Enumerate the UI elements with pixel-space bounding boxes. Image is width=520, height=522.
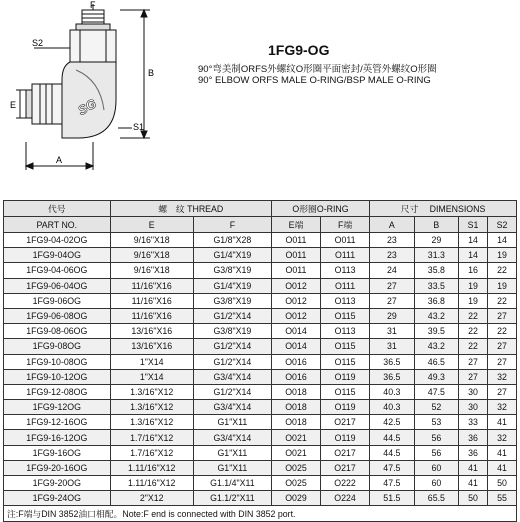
sub-header: S1 xyxy=(459,217,488,233)
table-cell: 31 xyxy=(370,324,415,339)
table-cell: 41 xyxy=(487,445,516,460)
table-cell: 27 xyxy=(487,339,516,354)
table-cell: G1/2"X14 xyxy=(193,339,271,354)
table-cell: 60 xyxy=(414,476,459,491)
table-cell: 41 xyxy=(459,460,488,475)
table-cell: G1.1/4"X11 xyxy=(193,476,271,491)
table-row xyxy=(4,233,517,248)
table-cell: G3/4"X14 xyxy=(193,400,271,415)
table-cell: 1.3/16"X12 xyxy=(110,400,193,415)
table-row xyxy=(4,248,517,263)
table-cell: 22 xyxy=(487,324,516,339)
table-cell: O119 xyxy=(321,369,370,384)
table-cell: O113 xyxy=(321,293,370,308)
table-cell: 1FG9-06OG xyxy=(4,293,111,308)
table-cell: 1FG9-10-12OG xyxy=(4,369,111,384)
table-cell: 27 xyxy=(370,278,415,293)
table-cell: O119 xyxy=(321,400,370,415)
table-cell: 1.3/16"X12 xyxy=(110,415,193,430)
table-cell: 22 xyxy=(487,263,516,278)
table-row xyxy=(4,308,517,323)
table-cell: 1FG9-04-06OG xyxy=(4,263,111,278)
sub-header: S2 xyxy=(487,217,516,233)
table-cell: O113 xyxy=(321,324,370,339)
label-s1: S1 xyxy=(133,122,145,132)
product-title: 1FG9-OG xyxy=(268,42,330,58)
table-cell: 16 xyxy=(459,263,488,278)
table-cell: O012 xyxy=(271,308,320,323)
table-row xyxy=(4,324,517,339)
table-cell: O119 xyxy=(321,430,370,445)
table-cell: 1.7/16"X12 xyxy=(110,445,193,460)
fitting-drawing xyxy=(0,0,200,195)
table-cell: G1/2"X14 xyxy=(193,384,271,399)
table-cell: 24 xyxy=(370,263,415,278)
table-cell: 32 xyxy=(487,400,516,415)
table-row xyxy=(4,445,517,460)
table-cell: 43.2 xyxy=(414,339,459,354)
subtitle-chinese: 90°弯美制ORFS外螺纹O形圈平面密封/英管外螺纹O形圈 xyxy=(198,64,437,75)
table-cell: O111 xyxy=(321,248,370,263)
table-row xyxy=(4,369,517,384)
table-cell: 36.5 xyxy=(370,354,415,369)
table-cell: 42.5 xyxy=(370,415,415,430)
table-cell: G1"X11 xyxy=(193,415,271,430)
table-cell: 1.7/16"X12 xyxy=(110,430,193,445)
sub-header: F xyxy=(193,217,271,233)
table-cell: 44.5 xyxy=(370,445,415,460)
table-cell: O014 xyxy=(271,324,320,339)
table-cell: O021 xyxy=(271,430,320,445)
table-cell: G1/2"X14 xyxy=(193,354,271,369)
table-cell: 50 xyxy=(487,476,516,491)
table-cell: 32 xyxy=(487,430,516,445)
header-oring: O形圈O-RING xyxy=(271,201,369,217)
header-part-en: PART NO. xyxy=(4,217,111,233)
table-cell: 11/16"X16 xyxy=(110,278,193,293)
table-cell: O012 xyxy=(271,278,320,293)
table-cell: 19 xyxy=(459,293,488,308)
table-row xyxy=(4,384,517,399)
table-cell: 46.5 xyxy=(414,354,459,369)
table-cell: 2"X12 xyxy=(110,491,193,506)
table-cell: 9/16"X18 xyxy=(110,233,193,248)
subtitle-english: 90° ELBOW ORFS MALE O-RING/BSP MALE O-RING xyxy=(198,75,431,86)
table-cell: 56 xyxy=(414,430,459,445)
header-part-cn: 代号 xyxy=(4,201,111,217)
table-cell: 43.2 xyxy=(414,308,459,323)
table-cell: 1FG9-16OG xyxy=(4,445,111,460)
table-cell: O115 xyxy=(321,384,370,399)
table-cell: 1.11/16"X12 xyxy=(110,460,193,475)
table-cell: 22 xyxy=(487,293,516,308)
table-cell: G1/8"X28 xyxy=(193,233,271,248)
table-cell: 31.3 xyxy=(414,248,459,263)
table-row xyxy=(4,278,517,293)
table-cell: 23 xyxy=(370,248,415,263)
table-cell: 27 xyxy=(459,369,488,384)
table-cell: 35.8 xyxy=(414,263,459,278)
table-cell: O021 xyxy=(271,445,320,460)
table-cell: 33.5 xyxy=(414,278,459,293)
table-cell: 1FG9-04-02OG xyxy=(4,233,111,248)
table-row xyxy=(4,491,517,506)
table-cell: 36 xyxy=(459,445,488,460)
table-cell: O217 xyxy=(321,460,370,475)
table-cell: 1FG9-20-16OG xyxy=(4,460,111,475)
table-cell: G3/8"X19 xyxy=(193,293,271,308)
table-row xyxy=(4,415,517,430)
table-cell: O018 xyxy=(271,415,320,430)
table-cell: 22 xyxy=(459,308,488,323)
table-cell: O014 xyxy=(271,339,320,354)
label-a: A xyxy=(56,155,63,165)
table-cell: O016 xyxy=(271,369,320,384)
table-cell: 60 xyxy=(414,460,459,475)
table-cell: 22 xyxy=(459,339,488,354)
table-cell: O018 xyxy=(271,400,320,415)
table-cell: 14 xyxy=(487,233,516,248)
table-cell: 47.5 xyxy=(414,384,459,399)
table-cell: 1FG9-12-08OG xyxy=(4,384,111,399)
table-cell: 36.8 xyxy=(414,293,459,308)
table-cell: 27 xyxy=(459,354,488,369)
table-cell: O012 xyxy=(271,293,320,308)
table-cell: O115 xyxy=(321,308,370,323)
sub-header: E xyxy=(110,217,193,233)
table-cell: 1.3/16"X12 xyxy=(110,384,193,399)
table-cell: O011 xyxy=(271,263,320,278)
table-cell: 22 xyxy=(459,324,488,339)
table-cell: 1FG9-08OG xyxy=(4,339,111,354)
table-cell: 27 xyxy=(487,354,516,369)
table-cell: 29 xyxy=(370,308,415,323)
table-cell: 30 xyxy=(459,384,488,399)
table-cell: O224 xyxy=(321,491,370,506)
table-cell: 1"X14 xyxy=(110,369,193,384)
table-cell: 33 xyxy=(459,415,488,430)
spec-table xyxy=(3,200,517,522)
table-cell: 52 xyxy=(414,400,459,415)
table-cell: 27 xyxy=(487,384,516,399)
table-cell: 55 xyxy=(487,491,516,506)
table-cell: O018 xyxy=(271,384,320,399)
table-cell: 40.3 xyxy=(370,384,415,399)
table-cell: 1"X14 xyxy=(110,354,193,369)
table-cell: G3/8"X19 xyxy=(193,324,271,339)
table-cell: 41 xyxy=(487,415,516,430)
table-cell: 19 xyxy=(487,278,516,293)
table-cell: 40.3 xyxy=(370,400,415,415)
table-cell: 47.5 xyxy=(370,476,415,491)
table-row xyxy=(4,460,517,475)
table-cell: 1FG9-12OG xyxy=(4,400,111,415)
table-row xyxy=(4,354,517,369)
table-cell: 27 xyxy=(487,308,516,323)
table-cell: 11/16"X16 xyxy=(110,308,193,323)
table-cell: O029 xyxy=(271,491,320,506)
label-b: B xyxy=(148,68,155,78)
table-cell: 1FG9-20OG xyxy=(4,476,111,491)
table-cell: 30 xyxy=(459,400,488,415)
table-cell: 1FG9-08-06OG xyxy=(4,324,111,339)
sub-header: E端 xyxy=(271,217,320,233)
table-row xyxy=(4,263,517,278)
label-e: E xyxy=(10,100,17,110)
table-cell: 41 xyxy=(487,460,516,475)
table-cell: 27 xyxy=(370,293,415,308)
table-cell: 1FG9-12-16OG xyxy=(4,415,111,430)
table-cell: O011 xyxy=(271,248,320,263)
table-cell: 51.5 xyxy=(370,491,415,506)
table-cell: 44.5 xyxy=(370,430,415,445)
table-cell: 11/16"X16 xyxy=(110,293,193,308)
table-cell: 56 xyxy=(414,445,459,460)
table-cell: 1FG9-06-04OG xyxy=(4,278,111,293)
sub-header: B xyxy=(414,217,459,233)
table-cell: O025 xyxy=(271,476,320,491)
table-cell: O115 xyxy=(321,354,370,369)
table-cell: 41 xyxy=(459,476,488,491)
table-cell: 36.5 xyxy=(370,369,415,384)
table-cell: G1"X11 xyxy=(193,460,271,475)
table-cell: G1/4"X19 xyxy=(193,278,271,293)
table-cell: 53 xyxy=(414,415,459,430)
table-cell: O113 xyxy=(321,263,370,278)
table-cell: 1FG9-24OG xyxy=(4,491,111,506)
table-cell: O011 xyxy=(321,233,370,248)
table-cell: 1FG9-06-08OG xyxy=(4,308,111,323)
header-dimensions: 尺寸 DIMENSIONS xyxy=(370,201,517,217)
table-row xyxy=(4,430,517,445)
table-cell: 50 xyxy=(459,491,488,506)
table-cell: 23 xyxy=(370,233,415,248)
table-cell: 31 xyxy=(370,339,415,354)
table-cell: 1FG9-16-12OG xyxy=(4,430,111,445)
header-thread: 螺 纹 THREAD xyxy=(110,201,271,217)
table-cell: 1.11/16"X12 xyxy=(110,476,193,491)
table-cell: 32 xyxy=(487,369,516,384)
table-cell: O217 xyxy=(321,415,370,430)
table-cell: G1.1/2"X11 xyxy=(193,491,271,506)
table-cell: G3/8"X19 xyxy=(193,263,271,278)
table-cell: 9/16"X18 xyxy=(110,248,193,263)
label-f: F xyxy=(90,0,96,10)
table-cell: 13/16"X16 xyxy=(110,339,193,354)
table-cell: 14 xyxy=(459,233,488,248)
table-cell: O025 xyxy=(271,460,320,475)
table-row xyxy=(4,400,517,415)
table-cell: O222 xyxy=(321,476,370,491)
table-cell: G1/2"X14 xyxy=(193,308,271,323)
sub-header: F端 xyxy=(321,217,370,233)
table-cell: 39.5 xyxy=(414,324,459,339)
table-cell: 9/16"X18 xyxy=(110,263,193,278)
table-row xyxy=(4,476,517,491)
table-cell: O217 xyxy=(321,445,370,460)
table-cell: 29 xyxy=(414,233,459,248)
sg-logo: SG xyxy=(75,95,99,119)
table-cell: G3/4"X14 xyxy=(193,369,271,384)
table-cell: 1FG9-10-08OG xyxy=(4,354,111,369)
label-s2: S2 xyxy=(32,38,44,48)
table-cell: O011 xyxy=(271,233,320,248)
footnote: 注:F端与DIN 3852油口相配。Note:F end is connected with DIN 3852 port. xyxy=(4,506,517,521)
table-cell: O111 xyxy=(321,278,370,293)
table-row xyxy=(4,293,517,308)
table-cell: 65.5 xyxy=(414,491,459,506)
table-cell: 19 xyxy=(487,248,516,263)
table-cell: 47.5 xyxy=(370,460,415,475)
table-cell: 36 xyxy=(459,430,488,445)
table-cell: 19 xyxy=(459,278,488,293)
table-cell: 14 xyxy=(459,248,488,263)
table-cell: O115 xyxy=(321,339,370,354)
table-row xyxy=(4,339,517,354)
table-cell: 49.3 xyxy=(414,369,459,384)
table-cell: 1FG9-04OG xyxy=(4,248,111,263)
table-cell: G1/4"X19 xyxy=(193,248,271,263)
table-cell: G1"X11 xyxy=(193,445,271,460)
table-cell: G3/4"X14 xyxy=(193,430,271,445)
sub-header: A xyxy=(370,217,415,233)
table-cell: O016 xyxy=(271,354,320,369)
table-cell: 13/16"X16 xyxy=(110,324,193,339)
